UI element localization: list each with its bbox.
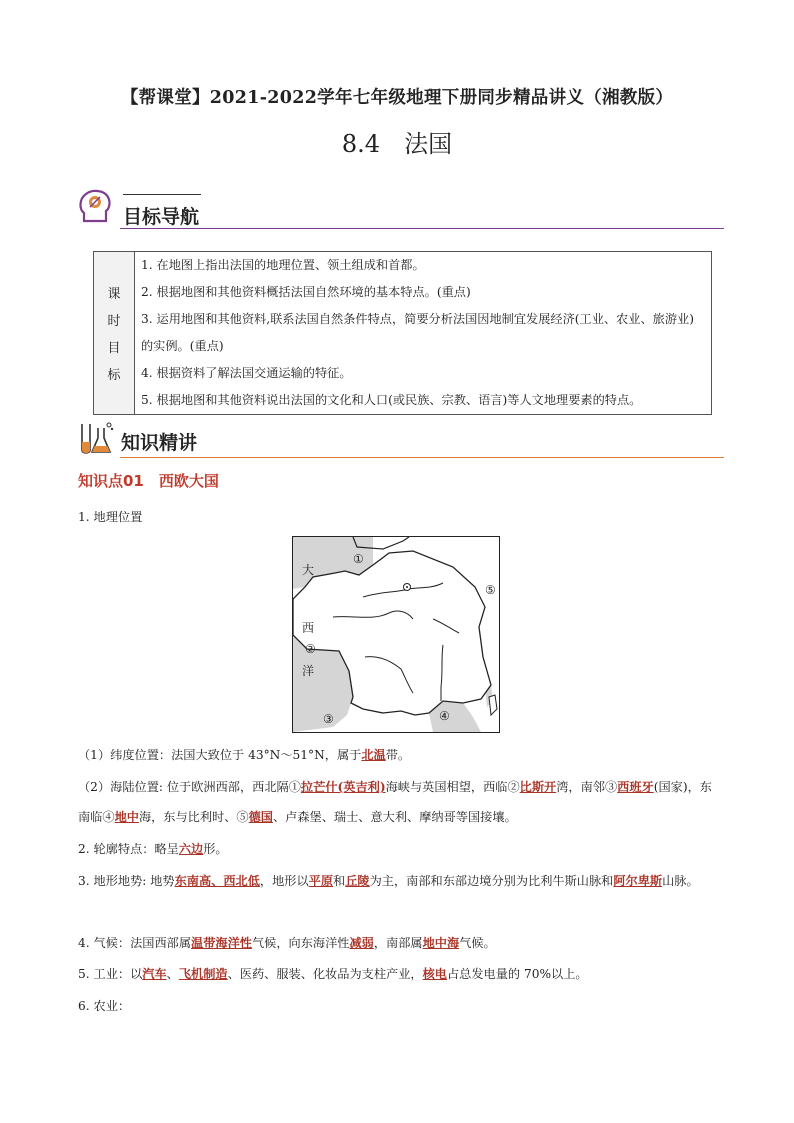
answer-blank: 西班牙 xyxy=(617,780,654,794)
answer-blank: 比斯开 xyxy=(519,780,557,794)
para-latitude: （1）纬度位置：法国大致位于 43°N～51°N，属于北温带。 xyxy=(78,748,411,762)
map-marker-4: ④ xyxy=(439,709,450,723)
answer-blank: 德国 xyxy=(248,810,273,824)
map-ocean-label: 西 xyxy=(302,621,315,635)
answer-blank: 拉芒什(英吉利) xyxy=(300,780,386,794)
document-title: 【帮课堂】2021-2022学年七年级地理下册同步精品讲义（湘教版） xyxy=(120,88,674,108)
para-industry: 5. 工业：以汽车、飞机制造、医药、服装、化妆品为支柱产业，核电占总发电量的 70%以上。 xyxy=(78,967,588,981)
goals-label-char: 目 xyxy=(107,341,121,356)
map-marker-2: ② xyxy=(305,642,316,656)
item-geo-location-title: 1. 地理位置 xyxy=(78,510,143,524)
goals-table xyxy=(93,251,712,415)
map-ocean-label: 大 xyxy=(302,563,315,577)
answer-blank: 丘陵 xyxy=(345,874,370,888)
lesson-title: 8.4 法国 xyxy=(341,130,453,158)
france-map xyxy=(292,536,500,733)
para-terrain: 3. 地形地势: 地势东南高、西北低，地形以平原和丘陵为主，南部和东部边境分别为比利牛斯山脉和阿尔卑斯山脉。 xyxy=(78,874,699,888)
map-ocean-label: 洋 xyxy=(302,664,315,678)
para-outline: 2. 轮廓特点：略呈六边形。 xyxy=(78,842,228,856)
goal-item: 1. 在地图上指出法国的地理位置、领土组成和首都。 xyxy=(141,258,425,272)
answer-blank: 减弱 xyxy=(349,936,374,950)
answer-blank: 平原 xyxy=(308,874,334,888)
goal-item: 5. 根据地图和其他资料说出法国的文化和人口(或民族、宗教、语言)等人文地理要素的特点。 xyxy=(141,393,642,407)
answer-blank: 核电 xyxy=(422,967,447,981)
answer-blank: 东南高、西北低 xyxy=(174,874,260,888)
answer-blank: 六边 xyxy=(178,842,204,856)
answer-blank: 温带海洋性 xyxy=(191,936,252,950)
para-agriculture: 6. 农业： xyxy=(78,999,131,1013)
goal-item: 4. 根据资料了解法国交通运输的特征。 xyxy=(141,366,352,380)
goals-label-char: 课 xyxy=(107,287,121,302)
goal-item: 3. 运用地图和其他资料,联系法国自然条件特点，简要分析法国因地制宜发展经济(工业、农业、旅游业)的实例。(重点) xyxy=(141,312,694,353)
map-marker-1: ① xyxy=(353,552,364,566)
para-sea-land-position: （2）海陆位置: 位于欧洲西部，西北隔①拉芒什(英吉利)海峡与英国相望，西临②比斯开湾，南邻③西班牙(国家)，东南临④地中海，东与比利时、⑤德国、卢森堡、瑞士、意大利、摩纳哥等国接壤。 xyxy=(78,780,712,824)
answer-blank: 地中 xyxy=(114,810,139,824)
goal-item: 2. 根据地图和其他资料概括法国自然环境的基本特点。(重点) xyxy=(141,285,471,299)
map-marker-3: ③ xyxy=(323,712,334,726)
answer-blank: 北温 xyxy=(361,748,386,762)
answer-blank: 汽车 xyxy=(142,967,167,981)
section-divider-knowledge xyxy=(120,457,724,458)
brain-icon xyxy=(76,187,116,227)
goals-label-char: 时 xyxy=(107,314,121,329)
knowledge-point-title: 知识点01 西欧大国 xyxy=(78,472,219,490)
section-divider-goals xyxy=(120,228,724,229)
goals-label-cell xyxy=(94,252,135,415)
section-top-rule xyxy=(123,194,201,195)
section-title-knowledge: 知识精讲 xyxy=(121,432,198,454)
goals-items-cell xyxy=(135,252,712,415)
goals-label-char: 标 xyxy=(107,368,121,383)
map-marker-5: ⑤ xyxy=(485,583,496,597)
para-climate: 4. 气候：法国西部属温带海洋性气候，向东海洋性减弱，南部属地中海气候。 xyxy=(78,936,496,950)
section-title-goals: 目标导航 xyxy=(123,206,200,228)
answer-blank: 飞机制造 xyxy=(178,967,228,981)
flask-icon xyxy=(76,420,116,456)
answer-blank: 阿尔卑斯 xyxy=(613,874,663,888)
answer-blank: 地中海 xyxy=(422,936,460,950)
